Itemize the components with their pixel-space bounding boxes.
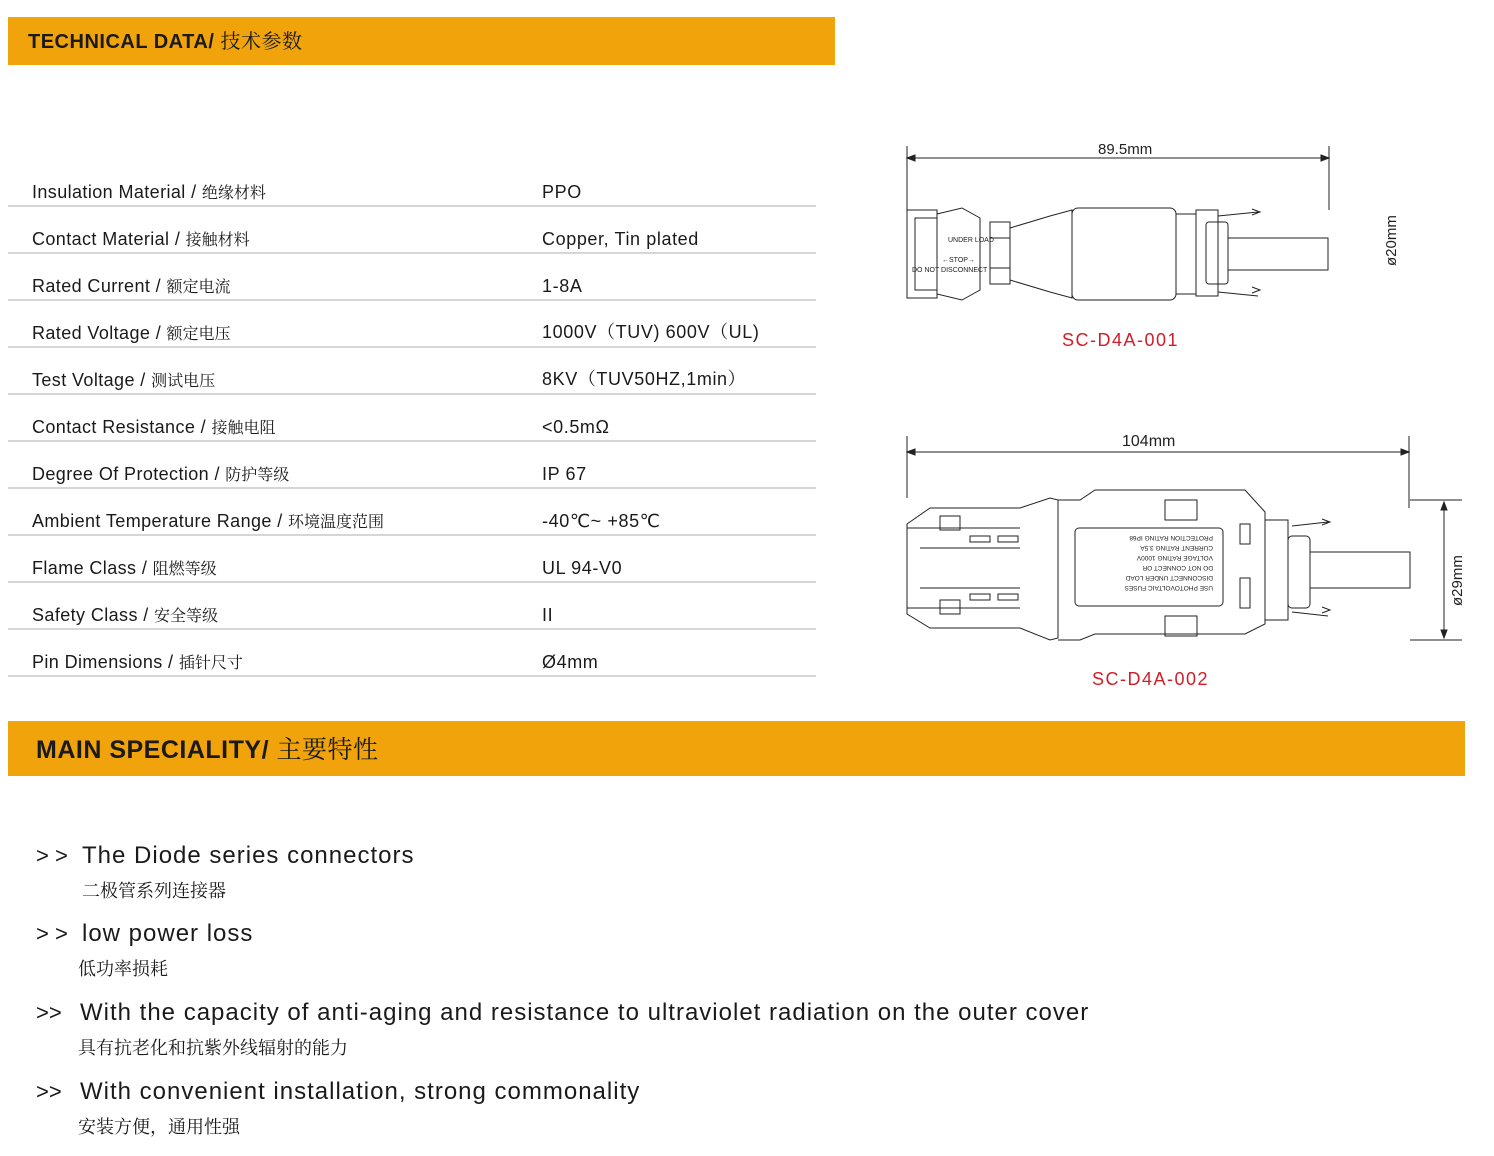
feature-text-cn: 安装方便，通用性强	[78, 1117, 240, 1137]
connector-002-panel-line-1: USE PHOTOVOLTAIC FUSES	[1124, 584, 1213, 591]
spec-table	[8, 160, 816, 677]
connector-drawing-002	[900, 428, 1475, 648]
model-label-002: SC-D4A-002	[1092, 669, 1210, 689]
feature-text-cn: 低功率损耗	[78, 959, 168, 979]
connector-001-warning-1: DO NOT DISCONNECT	[912, 267, 988, 274]
spec-label	[32, 227, 250, 250]
connector-001-svg	[900, 138, 1330, 318]
spec-label-en: Pin Dimensions /	[32, 652, 179, 672]
feature-text-en: With the capacity of anti-aging and resistance to ultraviolet radiation on the outer cover	[80, 999, 1090, 1026]
spec-label	[32, 556, 217, 579]
spec-label-en: Degree Of Protection /	[32, 464, 226, 484]
feature-item	[36, 842, 415, 901]
connector-002-panel-line-5: CURRENT RATING 3.5A	[1140, 544, 1213, 551]
spec-label-cn: 阻燃等级	[152, 561, 217, 578]
spec-value: 1-8A	[542, 276, 583, 296]
connector-001-length-label: 89.5mm	[1098, 141, 1153, 158]
spec-row	[8, 583, 816, 630]
feature-text-cn: 二极管系列连接器	[82, 881, 226, 901]
spec-label-cn: 防护等级	[225, 467, 290, 484]
spec-value: Copper, Tin plated	[542, 229, 699, 249]
spec-label-cn: 接触电阻	[211, 420, 276, 437]
spec-label-en: Ambient Temperature Range /	[32, 511, 289, 531]
connector-002-length-label: 104mm	[1122, 433, 1176, 450]
spec-row	[8, 207, 816, 254]
connector-002-panel-line-4: VOLTAGE RATING 1000V	[1136, 554, 1213, 561]
spec-label-en: Contact Resistance /	[32, 417, 212, 437]
spec-value: Ø4mm	[542, 652, 599, 672]
connector-001-diameter-label: ø20mm	[1383, 215, 1400, 266]
feature-marker: >>	[36, 1079, 62, 1104]
technical-data-title: TECHNICAL DATA/	[28, 31, 215, 53]
technical-data-header	[8, 17, 835, 65]
connector-002-panel-line-6: PROTECTION RATING IP68	[1129, 534, 1213, 541]
main-speciality-title: MAIN SPECIALITY/	[36, 736, 270, 764]
spec-label	[32, 509, 384, 532]
spec-label	[32, 650, 243, 673]
connector-002-panel-line-3: DO NOT CONNECT OR	[1142, 564, 1213, 571]
feature-item	[36, 1078, 641, 1137]
spec-label-en: Flame Class /	[32, 558, 153, 578]
spec-label-en: Rated Current /	[32, 276, 167, 296]
connector-001-warning-2: UNDER LOAD	[948, 237, 994, 244]
spec-label-cn: 环境温度范围	[288, 514, 385, 531]
spec-label	[32, 321, 231, 344]
spec-label	[32, 180, 266, 203]
spec-label-en: Insulation Material /	[32, 182, 202, 202]
feature-text-en: With convenient installation, strong commonality	[80, 1078, 641, 1105]
spec-row	[8, 301, 816, 348]
spec-value: <0.5mΩ	[542, 417, 610, 437]
feature-marker: >>	[36, 1000, 62, 1025]
spec-row	[8, 395, 816, 442]
spec-label	[32, 462, 289, 485]
main-speciality-title-cn: 主要特性	[269, 736, 379, 764]
spec-label-cn: 额定电流	[166, 279, 231, 296]
spec-row	[8, 630, 816, 677]
spec-value: UL 94-V0	[542, 558, 623, 578]
spec-label	[32, 603, 218, 626]
feature-item	[36, 999, 1090, 1058]
spec-value: PPO	[542, 182, 582, 202]
spec-label-cn: 额定电压	[166, 326, 231, 343]
spec-row	[8, 160, 816, 207]
spec-row	[8, 536, 816, 583]
feature-text-en: The Diode series connectors	[82, 842, 415, 869]
spec-label	[32, 415, 276, 438]
spec-label-cn: 插针尺寸	[178, 655, 243, 672]
connector-002-panel-line-2: DISCONNECT UNDER LOAD	[1125, 574, 1213, 581]
spec-label-en: Test Voltage /	[32, 370, 152, 390]
spec-row	[8, 348, 816, 395]
feature-text-en: low power loss	[82, 920, 254, 947]
spec-value: 8KV（TUV50HZ,1min）	[542, 369, 747, 389]
spec-label-en: Rated Voltage /	[32, 323, 167, 343]
spec-label-cn: 安全等级	[154, 608, 219, 625]
spec-label-cn: 接触材料	[185, 232, 250, 249]
feature-marker: > >	[36, 843, 68, 868]
spec-value: II	[542, 605, 554, 625]
spec-row	[8, 489, 816, 536]
connector-002-svg	[900, 428, 1475, 648]
connector-002-diameter-label: ø29mm	[1449, 555, 1466, 606]
connector-001-warning-3: ←STOP→	[942, 257, 975, 264]
connector-drawing-001	[900, 138, 1400, 318]
main-speciality-header	[8, 721, 1465, 776]
spec-label-en: Safety Class /	[32, 605, 155, 625]
technical-data-title-cn: 技术参数	[214, 31, 303, 53]
spec-label-cn: 测试电压	[151, 373, 216, 390]
spec-label	[32, 274, 230, 297]
spec-label	[32, 368, 215, 391]
spec-row	[8, 254, 816, 301]
feature-marker: > >	[36, 921, 68, 946]
spec-label-cn: 绝缘材料	[201, 185, 266, 202]
spec-row	[8, 442, 816, 489]
feature-item	[36, 920, 254, 979]
model-label-001: SC-D4A-001	[1062, 330, 1180, 350]
spec-label-en: Contact Material /	[32, 229, 186, 249]
feature-text-cn: 具有抗老化和抗紫外线辐射的能力	[78, 1038, 348, 1058]
spec-value: -40℃~ +85℃	[542, 511, 661, 531]
spec-value: 1000V（TUV) 600V（UL)	[542, 322, 760, 342]
spec-value: IP 67	[542, 464, 587, 484]
